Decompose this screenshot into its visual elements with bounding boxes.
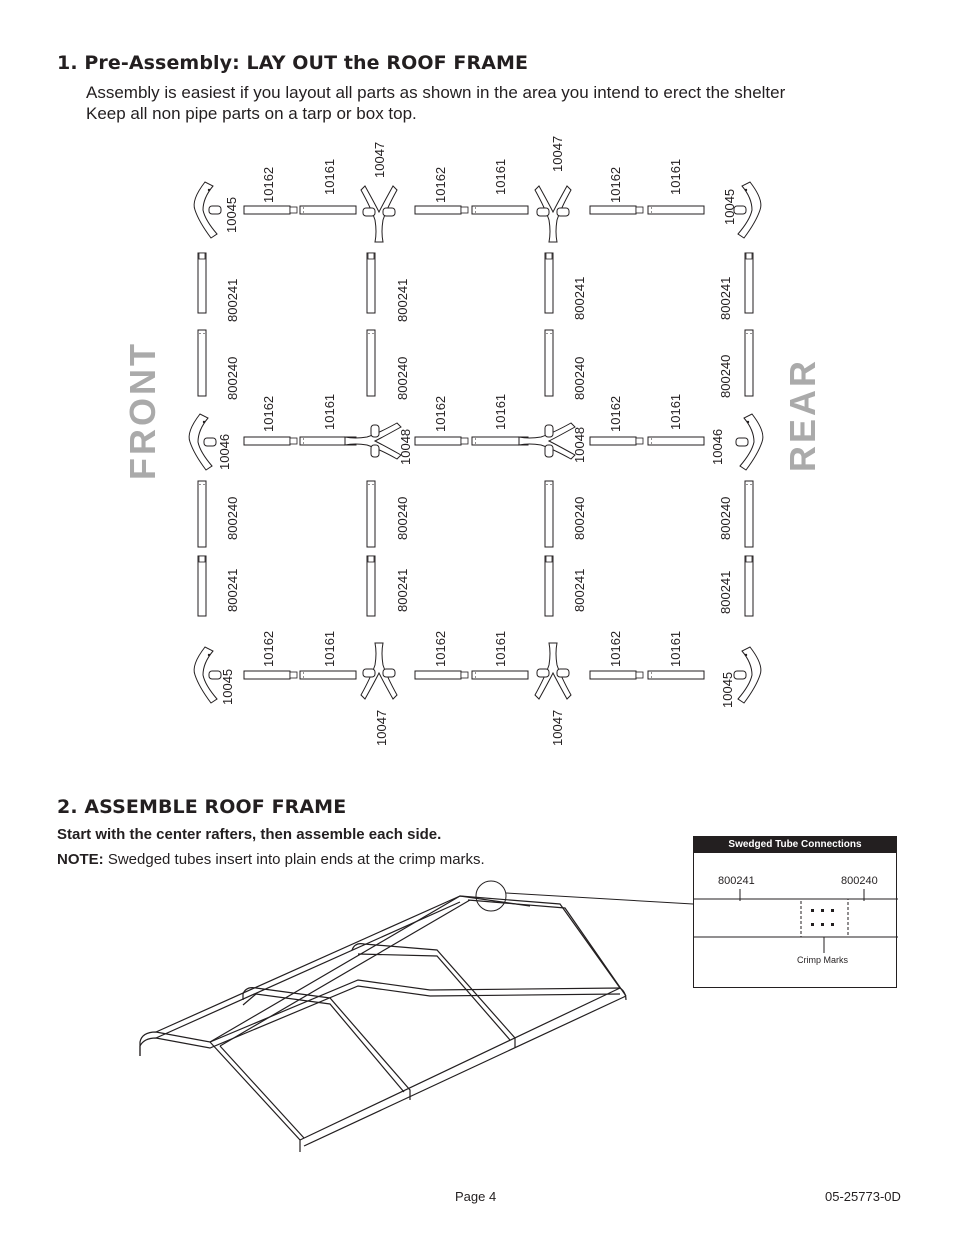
- section2-instruction: Start with the center rafters, then assemble each side.: [57, 826, 442, 843]
- svg-text:10047: 10047: [550, 709, 565, 746]
- svg-text:10048: 10048: [572, 426, 587, 463]
- svg-text:10162: 10162: [433, 630, 448, 667]
- section1-title: 1. Pre-Assembly: LAY OUT the ROOF FRAME: [57, 52, 529, 74]
- svg-text:800241: 800241: [225, 278, 240, 322]
- svg-text:10161: 10161: [668, 630, 683, 667]
- svg-text:10162: 10162: [261, 395, 276, 432]
- svg-text:800241: 800241: [225, 568, 240, 612]
- note-text: Swedged tubes insert into plain ends at the crimp marks.: [103, 851, 485, 868]
- svg-text:800241: 800241: [572, 568, 587, 612]
- svg-text:800241: 800241: [395, 568, 410, 612]
- swedged-connection-inset: [693, 836, 897, 988]
- inset-title: Swedged Tube Connections: [694, 837, 896, 853]
- label-10047-t1: 10047: [372, 141, 387, 178]
- svg-text:800240: 800240: [718, 354, 733, 398]
- rafter-top-1b: [300, 206, 356, 214]
- svg-text:10161: 10161: [322, 393, 337, 430]
- fitting-top-ridge-1: [361, 186, 397, 242]
- svg-text:10046: 10046: [217, 433, 232, 470]
- svg-text:800241: 800241: [718, 570, 733, 614]
- label-10045-tr: 10045: [722, 188, 737, 225]
- svg-text:10045: 10045: [220, 668, 235, 705]
- svg-text:800240: 800240: [718, 496, 733, 540]
- fitting-top-ridge-2: [535, 186, 571, 242]
- svg-text:10161: 10161: [493, 630, 508, 667]
- fitting-front-top-corner: [194, 182, 221, 238]
- svg-text:10048: 10048: [398, 428, 413, 465]
- swedged-tube-illustration: [694, 837, 898, 989]
- svg-text:10162: 10162: [433, 395, 448, 432]
- svg-text:10161: 10161: [668, 393, 683, 430]
- label-10162-t3: 10162: [608, 166, 623, 203]
- section1-line2: Keep all non pipe parts on a tarp or box top.: [86, 104, 417, 123]
- label-10161-t2: 10161: [493, 158, 508, 195]
- rafter-top-1a: [244, 206, 297, 214]
- svg-text:800241: 800241: [395, 278, 410, 322]
- svg-text:800240: 800240: [225, 356, 240, 400]
- label-10162-t1: 10162: [261, 166, 276, 203]
- note-label: NOTE:: [57, 851, 104, 868]
- rafter-top-2a: [415, 206, 468, 214]
- label-10162-t2: 10162: [433, 166, 448, 203]
- rafter-top-3a: [590, 206, 643, 214]
- svg-text:10161: 10161: [493, 393, 508, 430]
- rafter-top-2b: [472, 206, 528, 214]
- svg-text:10162: 10162: [608, 395, 623, 432]
- rear-label: REAR: [782, 357, 823, 472]
- svg-text:10045: 10045: [720, 671, 735, 708]
- svg-text:10162: 10162: [608, 630, 623, 667]
- section2-title: 2. ASSEMBLE ROOF FRAME: [57, 796, 347, 818]
- svg-text:10162: 10162: [261, 630, 276, 667]
- front-label: FRONT: [122, 341, 163, 480]
- page-number: Page 4: [455, 1189, 497, 1204]
- svg-text:800240: 800240: [572, 356, 587, 400]
- rafter-top-3b: [648, 206, 704, 214]
- inset-left-part: 800241: [718, 875, 755, 887]
- label-10045-tl: 10045: [224, 196, 239, 233]
- svg-text:800241: 800241: [718, 276, 733, 320]
- label-10047-t2: 10047: [550, 135, 565, 172]
- svg-text:10046: 10046: [710, 428, 725, 465]
- label-10161-t3: 10161: [668, 158, 683, 195]
- svg-text:10047: 10047: [374, 709, 389, 746]
- svg-text:10161: 10161: [322, 630, 337, 667]
- svg-text:800240: 800240: [395, 496, 410, 540]
- inset-right-part: 800240: [841, 875, 878, 887]
- svg-text:800240: 800240: [572, 496, 587, 540]
- crimp-marks-label: Crimp Marks: [797, 955, 848, 965]
- svg-text:800240: 800240: [225, 496, 240, 540]
- svg-text:800241: 800241: [572, 276, 587, 320]
- svg-text:800240: 800240: [395, 356, 410, 400]
- fitting-rear-top-corner: [734, 182, 761, 238]
- label-10161-t1: 10161: [322, 158, 337, 195]
- document-number: 05-25773-0D: [825, 1189, 901, 1204]
- section1-line1: Assembly is easiest if you layout all parts as shown in the area you intend to erect the shelter: [86, 83, 786, 102]
